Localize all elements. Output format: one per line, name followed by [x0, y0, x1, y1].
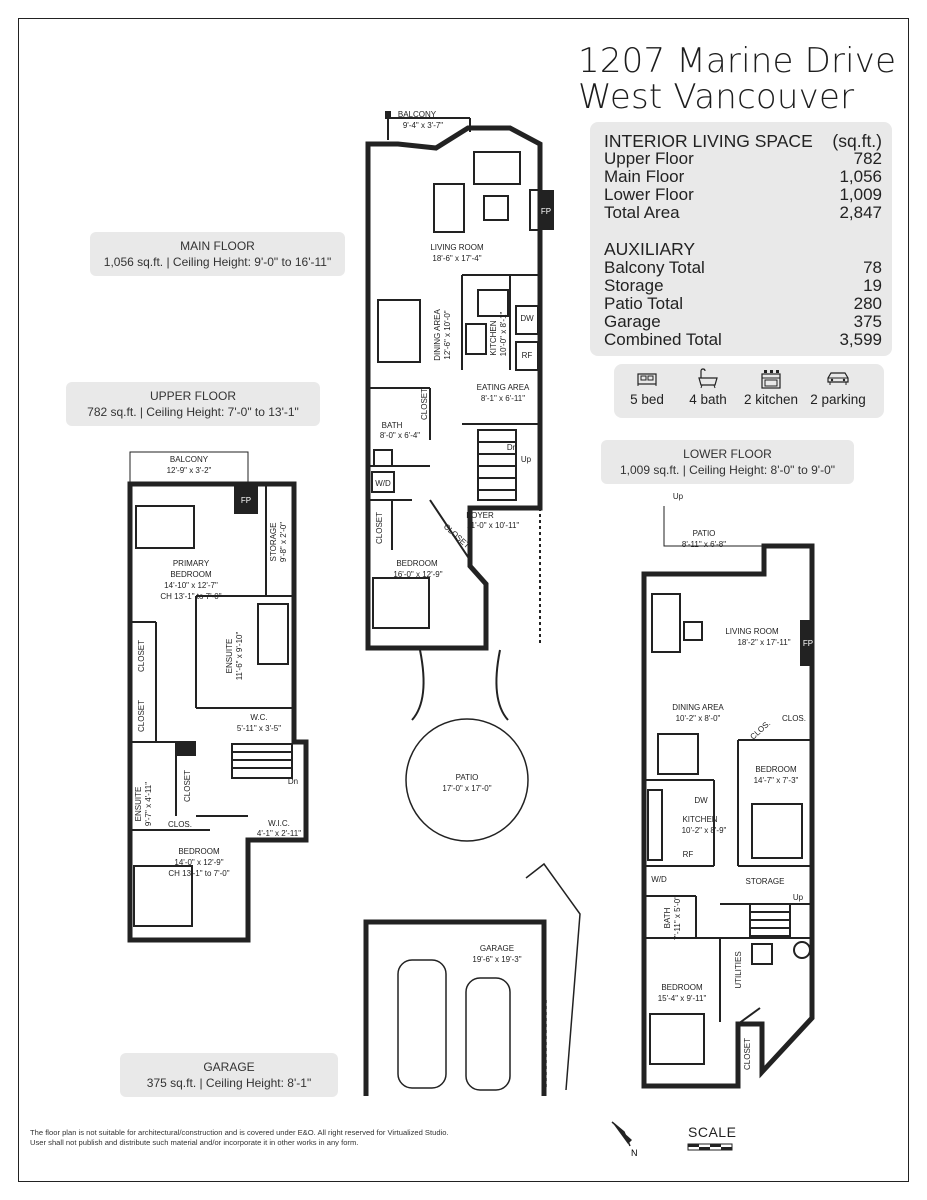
- room-label: W.I.C.: [268, 819, 290, 828]
- room-label: BEDROOM: [170, 570, 212, 579]
- room-label: PATIO: [692, 529, 716, 538]
- garage-walls: [366, 922, 544, 1096]
- room-label: CLOS.: [781, 714, 807, 723]
- room-label: CH 13'-1" to 7'-0": [160, 592, 222, 601]
- room-label: ENSUITE: [225, 638, 234, 674]
- room-label: FOYER: [466, 511, 494, 520]
- room-label: 14'-0" x 12'-9": [174, 858, 224, 867]
- room-label: 10'-0" x 8'-1": [499, 311, 508, 357]
- room-label: 10'-2" x 8'-9": [681, 826, 727, 835]
- room-label: 8'-1" x 6'-11": [480, 394, 526, 403]
- interior-heading: INTERIOR LIVING SPACE: [604, 131, 813, 151]
- room-label: FP: [802, 639, 814, 648]
- scale-bar: [688, 1144, 732, 1150]
- room-label: 8'-11" x 6'-8": [681, 540, 727, 549]
- room-label: PATIO: [455, 773, 479, 782]
- room-label: 5'-11" x 3'-5": [236, 724, 282, 733]
- room-label: RF: [521, 351, 533, 360]
- room-label: BEDROOM: [178, 847, 220, 856]
- scale-label: SCALE: [688, 1124, 737, 1140]
- room-label: BALCONY: [397, 110, 437, 119]
- area-summary-panel: INTERIOR LIVING SPACE (sq.ft.) Upper Floor 782 Main Floor 1,056 Lower Floor 1,009 Total Area 2,847 AUXILIARY Balcony Total 78 Storage 19 Patio Total 280 Garage 375 Combined Total 3,599: [590, 122, 892, 356]
- amenity-bed: 5 bed: [622, 368, 672, 407]
- room-label: CLOSET: [137, 639, 146, 673]
- room-label: 15'-4" x 9'-11": [657, 994, 707, 1003]
- room-label: CLOSET: [441, 522, 472, 551]
- room-label: Dn: [287, 777, 299, 786]
- room-label: BATH: [663, 907, 672, 929]
- room-label: Dn: [506, 443, 518, 452]
- room-label: BEDROOM: [396, 559, 438, 568]
- room-label: 12'-6" x 10'-0": [443, 310, 452, 360]
- room-label: UTILITIES: [734, 951, 743, 989]
- lower-floor-label: LOWER FLOOR 1,009 sq.ft. | Ceiling Height: 8'-0" to 9'-0": [601, 440, 854, 484]
- room-label: 9'-4" x 3'-7": [402, 121, 444, 130]
- room-label: FP: [240, 496, 252, 505]
- room-label: KITCHEN: [489, 320, 498, 356]
- room-label: CH 13'-1" to 7'-0": [168, 869, 230, 878]
- room-label: Up: [792, 893, 804, 902]
- room-label: 11'-0" x 10'-11": [466, 521, 520, 530]
- room-label: Up: [520, 455, 532, 464]
- room-label: PRIMARY: [172, 559, 210, 568]
- room-label: EATING AREA: [476, 383, 530, 392]
- room-label: 8'-0" x 6'-4": [379, 431, 421, 440]
- room-label: ENSUITE: [134, 786, 143, 822]
- room-label: DINING AREA: [672, 703, 724, 712]
- room-label: BEDROOM: [661, 983, 703, 992]
- room-label: 7'-11" x 5'-0": [673, 895, 682, 941]
- room-label: CLOSET: [137, 699, 146, 733]
- room-label: CLOSET: [743, 1037, 752, 1071]
- main-floor-label: MAIN FLOOR 1,056 sq.ft. | Ceiling Height: 9'-0" to 16'-11": [90, 232, 345, 276]
- room-label: Up: [672, 492, 684, 501]
- unit-label: (sq.ft.): [832, 131, 882, 151]
- compass-icon: [612, 1122, 638, 1158]
- room-label: 16'-0" x 12'-9": [393, 570, 443, 579]
- room-label: BALCONY: [169, 455, 209, 464]
- auxiliary-heading: AUXILIARY: [604, 239, 696, 259]
- room-label: CLOSET: [420, 387, 429, 421]
- amenity-bath: 4 bath: [680, 368, 736, 407]
- room-label: 18'-6" x 17'-4": [432, 254, 482, 263]
- room-label: 19'-6" x 19'-3": [472, 955, 522, 964]
- room-label: 9'-7" x 4'-11": [144, 781, 153, 827]
- room-label: BEDROOM: [755, 765, 797, 774]
- room-label: 10'-2" x 8'-0": [675, 714, 721, 723]
- room-label: LIVING ROOM: [430, 243, 484, 252]
- room-label: CLOS.: [748, 718, 773, 742]
- room-label: 11'-6" x 9'-10": [235, 631, 244, 681]
- room-label: 14'-10" x 12'-7": [164, 581, 218, 590]
- room-label: CLOS.: [167, 820, 193, 829]
- amenity-parking: 2 parking: [804, 368, 872, 407]
- room-label: 12'-9" x 3'-2": [166, 466, 212, 475]
- room-label: 4'-1" x 2'-11": [256, 829, 302, 838]
- room-label: 9'-8" x 2'-0": [279, 521, 288, 563]
- amenity-kitchen: 2 kitchen: [736, 368, 806, 407]
- room-label: DW: [520, 314, 534, 323]
- room-label: DINING AREA: [433, 309, 442, 361]
- room-label: DW: [694, 796, 708, 805]
- room-label: STORAGE: [745, 877, 785, 886]
- upper-floor-label: UPPER FLOOR 782 sq.ft. | Ceiling Height: 7'-0" to 13'-1": [66, 382, 320, 426]
- room-label: 18'-2" x 17'-11": [737, 638, 791, 647]
- room-label: RF: [682, 850, 694, 859]
- room-label: W.C.: [250, 713, 268, 722]
- room-label: 17'-0" x 17'-0": [442, 784, 492, 793]
- disclaimer-text: The floor plan is not suitable for architectural/construction and is covered under E&O. All right reserved for Virtualized Studio. User shall not publish and distribute such material and/or incorporate it in other works in any form.: [30, 1128, 449, 1147]
- address-line-2: West Vancouver: [578, 77, 855, 117]
- room-label: N: [631, 1148, 638, 1158]
- garage-label: GARAGE 375 sq.ft. | Ceiling Height: 8'-1": [120, 1053, 338, 1097]
- room-label: LIVING ROOM: [725, 627, 779, 636]
- room-label: FP: [540, 207, 552, 216]
- room-label: CLOSET: [183, 769, 192, 803]
- room-label: STORAGE: [269, 522, 278, 562]
- room-label: W/D: [651, 875, 667, 884]
- room-label: GARAGE: [479, 944, 515, 953]
- address-line-1: 1207 Marine Drive: [578, 41, 897, 81]
- room-label: W/D: [375, 479, 391, 488]
- room-label: CLOSET: [375, 511, 384, 545]
- room-label: 14'-7" x 7'-3": [753, 776, 799, 785]
- room-label: KITCHEN: [682, 815, 718, 824]
- room-label: BATH: [381, 421, 403, 430]
